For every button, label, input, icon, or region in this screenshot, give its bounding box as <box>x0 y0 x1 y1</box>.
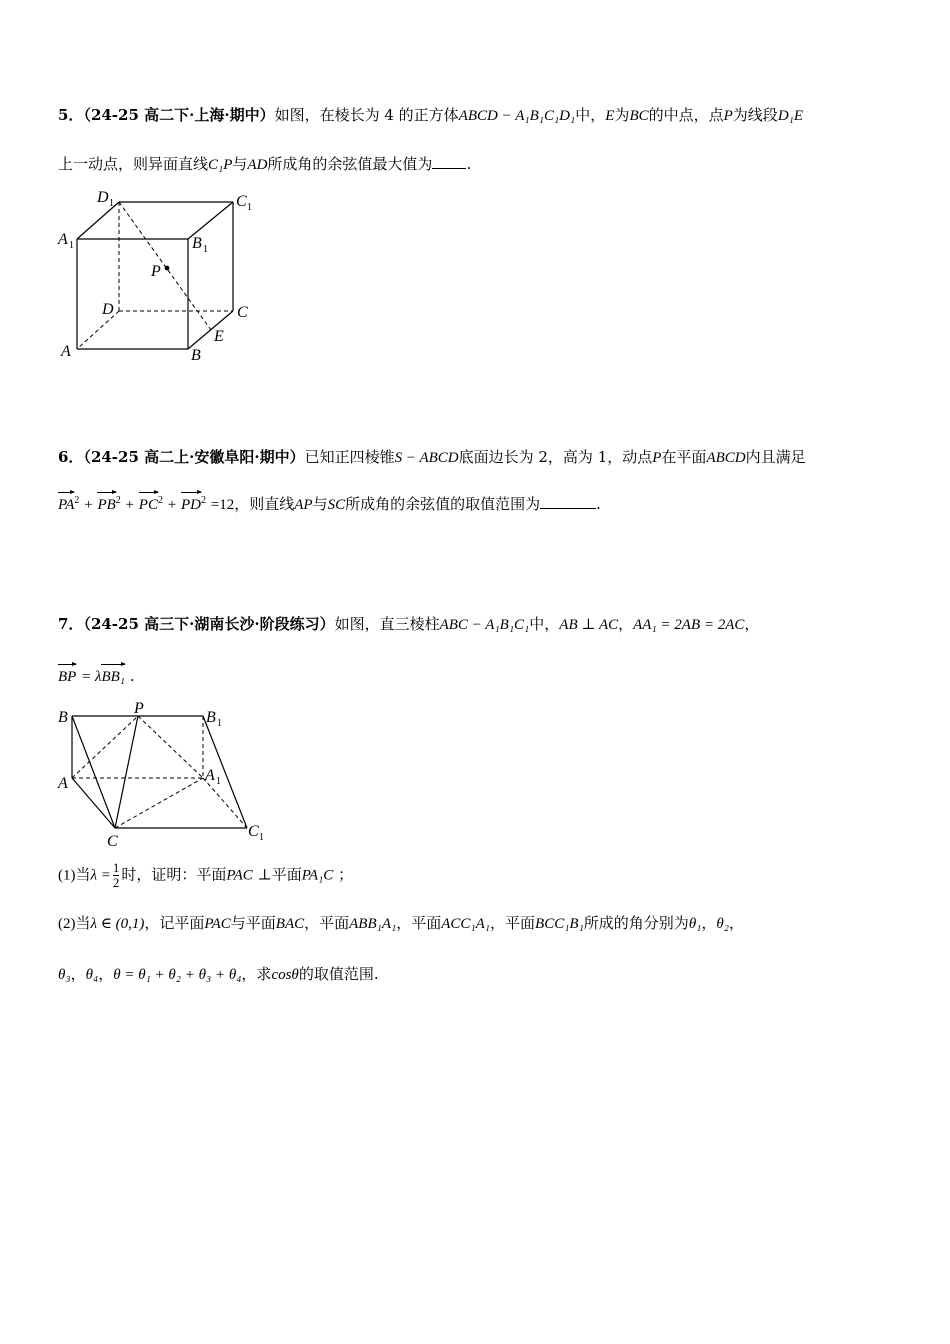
q6-vector-PD: PD <box>181 490 201 516</box>
q5-label-E: E <box>214 328 224 345</box>
q5-label-D1: D <box>97 189 109 206</box>
q7-theta1: θ₁ <box>688 916 702 932</box>
q5-label-A1: A <box>58 231 68 248</box>
q5-text: 所成角的余弦值最大值为 <box>267 155 433 173</box>
q5-number: 5． <box>58 106 84 124</box>
q6-number: 6． <box>58 448 84 466</box>
q7-theta3: θ₃ <box>58 967 71 983</box>
q7-plane-BCC1B1: BCC₁B₁ <box>535 916 584 932</box>
q6-equals-12: =12 <box>210 497 235 513</box>
q6-plus: + <box>167 497 177 513</box>
q6-vector-PB: PB <box>97 490 115 516</box>
q7-number: 7． <box>58 615 84 633</box>
q7-text: 如图，直三棱柱 <box>334 615 440 633</box>
q7-text: 所成的角分别为 <box>583 914 689 932</box>
q7-prism: ABC − A₁B₁C₁ <box>439 617 530 633</box>
q7-plane-ACC1A1: ACC₁A₁ <box>441 916 491 932</box>
q7-text: ，记平面 <box>144 914 205 932</box>
q7-text: 的取值范围. <box>298 965 379 983</box>
q5-label-A: A <box>61 343 71 360</box>
q7-part2 <box>58 912 744 935</box>
q7-text: ； <box>338 865 354 884</box>
q7-plane-PA1C: PA₁C <box>301 867 334 884</box>
q5-point-p-dot <box>165 266 170 271</box>
q7-frac-den: 2 <box>112 875 120 890</box>
q7-text: ， <box>744 615 760 633</box>
q5-point-E: E <box>605 108 615 124</box>
q6-pyramid: S − ABCD <box>394 450 459 466</box>
q6-vector-PA: PA <box>58 490 74 516</box>
q6-line-SC: SC <box>327 497 346 513</box>
q6-exponent: 2 <box>74 495 80 506</box>
q6-text: 已知正四棱锥 <box>304 448 395 466</box>
q7-text: 平面 <box>271 865 302 884</box>
q6-text: 底面边长为 2，高为 1，动点 <box>458 448 653 466</box>
q7-plane-PAC: PAC <box>204 916 231 932</box>
q7-theta-sum: θ = θ₁ + θ₂ + θ₃ + θ₄ <box>113 967 242 983</box>
q7-vector-BB1: BB₁ <box>101 662 125 688</box>
q6-answer-blank[interactable] <box>540 494 596 509</box>
q7-text: ，平面 <box>396 914 442 932</box>
q5-text: 的中点，点 <box>648 106 724 124</box>
q6-point-P: P <box>652 450 662 466</box>
q7-label-A: A <box>58 775 68 792</box>
q7-theta2: θ₂ <box>716 916 730 932</box>
q5-label-C1: C <box>236 193 247 210</box>
q7-label-sub: 1 <box>217 718 222 729</box>
q7-prism-figure <box>55 698 275 850</box>
q5-line-C1P: C₁P <box>208 157 233 173</box>
q5-point-P: P <box>723 108 733 124</box>
q5-text: 上一动点，则异面直线 <box>58 155 209 173</box>
q7-theta4: θ₄ <box>85 967 99 983</box>
q5-source: （24-25 高二下·上海·期中） <box>83 106 275 124</box>
q7-part2-prefix: (2)当 <box>58 916 91 932</box>
q7-text: 时，证明：平面 <box>121 865 227 884</box>
q5-label-B1: B <box>192 235 202 252</box>
q7-source: （24-25 高三下·湖南长沙·阶段练习） <box>83 615 335 633</box>
q5-text: 为线段 <box>732 106 778 124</box>
q7-line2 <box>58 662 135 688</box>
q6-plus: + <box>84 497 93 513</box>
q5-text: 如图，在棱长为 4 的正方体 <box>274 106 459 124</box>
q7-label-P: P <box>134 700 144 717</box>
q7-text: 与平面 <box>230 914 276 932</box>
q7-lambda: λ = <box>90 867 111 884</box>
q7-cos-theta: cosθ <box>271 967 299 983</box>
q5-cube: ABCD − A₁B₁C₁D₁ <box>458 108 576 124</box>
q7-label-sub: 1 <box>216 776 221 787</box>
q5-label-sub: 1 <box>203 244 208 255</box>
q6-vector-PC: PC <box>139 490 158 516</box>
q5-label-P: P <box>151 263 161 280</box>
q7-label-C1: C <box>248 823 259 840</box>
q6-text: . <box>596 495 601 513</box>
q7-label-B: B <box>58 709 68 726</box>
q5-label-sub: 1 <box>247 202 252 213</box>
q6-line1 <box>58 446 806 469</box>
q5-segment-BC: BC <box>629 108 649 124</box>
q6-text: 所成角的余弦值的取值范围为 <box>345 495 541 513</box>
q7-part1 <box>58 861 353 890</box>
q5-answer-blank[interactable] <box>432 154 466 169</box>
q7-text: ，平面 <box>490 914 536 932</box>
q7-vector-BP: BP <box>58 662 76 688</box>
q5-text: 为 <box>614 106 630 124</box>
q7-text: ， <box>729 914 745 932</box>
q6-text: 内且满足 <box>745 448 806 466</box>
q7-part1-prefix: (1)当 <box>58 867 91 884</box>
q7-text: ， <box>701 914 717 932</box>
q5-text: 与 <box>232 155 248 173</box>
q5-label-sub: 1 <box>109 198 114 209</box>
q6-exponent: 2 <box>201 495 206 506</box>
q7-frac-num: 1 <box>112 860 120 875</box>
q6-plus: + <box>125 497 135 513</box>
q5-segment-D1E: D₁E <box>777 108 804 124</box>
q6-line2 <box>58 490 601 516</box>
q7-label-C: C <box>107 833 118 850</box>
q7-label-A1: A <box>205 767 215 784</box>
q6-source: （24-25 高二上·安徽阜阳·期中） <box>83 448 305 466</box>
q7-perp-symbol: ⊥ <box>257 865 272 884</box>
q7-text: ，求 <box>241 965 272 983</box>
q5-label-D: D <box>102 301 114 318</box>
q5-line1 <box>58 104 803 127</box>
q5-label-B: B <box>191 347 201 364</box>
q7-plane-BAC: BAC <box>275 916 305 932</box>
q7-fraction-half <box>113 861 120 890</box>
q6-text: ，则直线 <box>234 495 295 513</box>
q7-equals-lambda: = λ <box>81 669 102 685</box>
q7-part2-cont <box>58 963 379 986</box>
q5-label-sub: 1 <box>69 240 74 251</box>
q7-text: 中， <box>529 615 560 633</box>
q7-text: ， <box>618 615 634 633</box>
q7-label-B1: B <box>206 709 216 726</box>
q5-cube-figure <box>55 186 265 366</box>
q6-text: 在平面 <box>661 448 707 466</box>
q7-line1 <box>58 613 759 636</box>
q7-plane-ABB1A1: ABB₁A₁ <box>349 916 397 932</box>
q5-line2 <box>58 153 471 176</box>
q7-lambda-range: λ ∈ (0,1) <box>90 916 145 932</box>
q6-exponent: 2 <box>157 495 163 506</box>
q7-label-sub: 1 <box>259 832 264 843</box>
q7-text: ， <box>70 965 86 983</box>
q7-text: ，平面 <box>304 914 350 932</box>
q7-text: ， <box>98 965 114 983</box>
q7-text: . <box>129 667 135 685</box>
q6-text: 与 <box>312 495 328 513</box>
q6-exponent: 2 <box>115 495 121 506</box>
q5-text: . <box>466 155 472 173</box>
q7-length-relation: AA₁ = 2AB = 2AC <box>633 617 745 633</box>
q6-line-AP: AP <box>294 497 313 513</box>
q7-plane-PAC: PAC <box>226 867 253 884</box>
q5-line-AD: AD <box>247 157 268 173</box>
q5-text: 中， <box>575 106 606 124</box>
q5-label-C: C <box>237 304 248 321</box>
q7-perpendicular: AB ⊥ AC <box>559 617 619 633</box>
q6-plane-ABCD: ABCD <box>706 450 746 466</box>
